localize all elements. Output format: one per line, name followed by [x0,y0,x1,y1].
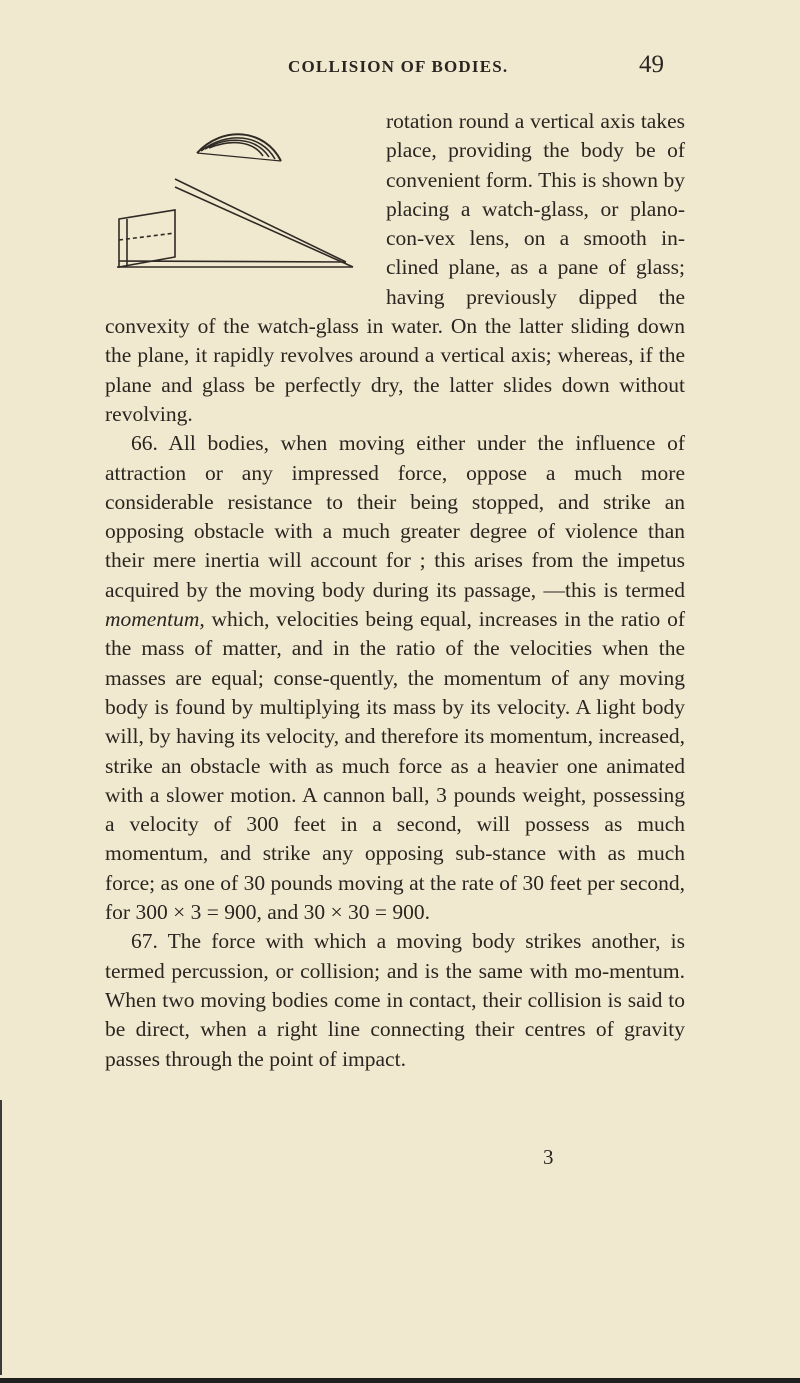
paragraph-67: 67. The force with which a moving body strikes another, is termed percussion, or collision; and is the same with mo-mentum. When two moving bodies come in contact, their collision is said to be direct, when a right line connecting their centres of gravity passes through the point of impact. [105,929,685,1071]
paragraph-66-start: 66. All bodies, when moving either under the influence of attraction or any impressed force, oppose a much more considerable resistance to their being stopped, and strike an opposing obstacle with a much greater degree of violence than their mere inertia will account for ; this arises from the impetus acquired by the moving body during its passage, —this is termed [105,431,685,602]
watch-glass-illustration [105,107,380,287]
running-head: COLLISION OF BODIES. [288,57,509,76]
paragraph-65-continued: rotation round a vertical axis takes place, providing the body be of convenient form. This is shown by placing a watch-glass, or plano-con-vex lens, on a smooth in-clined plane, as a pane of glass; having previously dipped the convexity of the watch-glass in water. On the latter sliding down the plane, it rapidly revolves around a vertical axis; whereas, if the plane and glass be perfectly dry, the latter slides down without revolving. [105,109,685,426]
text-block [105,107,685,1074]
page-edge-line [0,1100,2,1375]
momentum-term: momentum, [105,607,205,632]
inclined-plane-figure [105,107,380,287]
page-bottom-edge [0,1378,800,1383]
paragraph-66 [105,429,685,927]
paragraph-66-end: which, velocities being equal, increases in the ratio of the mass of matter, and in the ratio of the velocities when the masses are equal; conse-quently, the momentum of any moving body is found by multiplying its mass by its velocity. A light body will, by having its velocity, and therefore its momentum, increased, strike an obstacle with as much force as a heavier one animated with a slower motion. A cannon ball, 3 pounds weight, possessing a velocity of 300 feet in a second, will possess as much momentum, and strike any opposing sub-stance with as much force; as one of 30 pounds moving at the rate of 30 feet per second, for 300 × 3 = 900, and 30 × 30 = 900. [105,607,685,925]
page-number: 49 [639,51,664,78]
signature-mark: 3 [543,1145,554,1169]
